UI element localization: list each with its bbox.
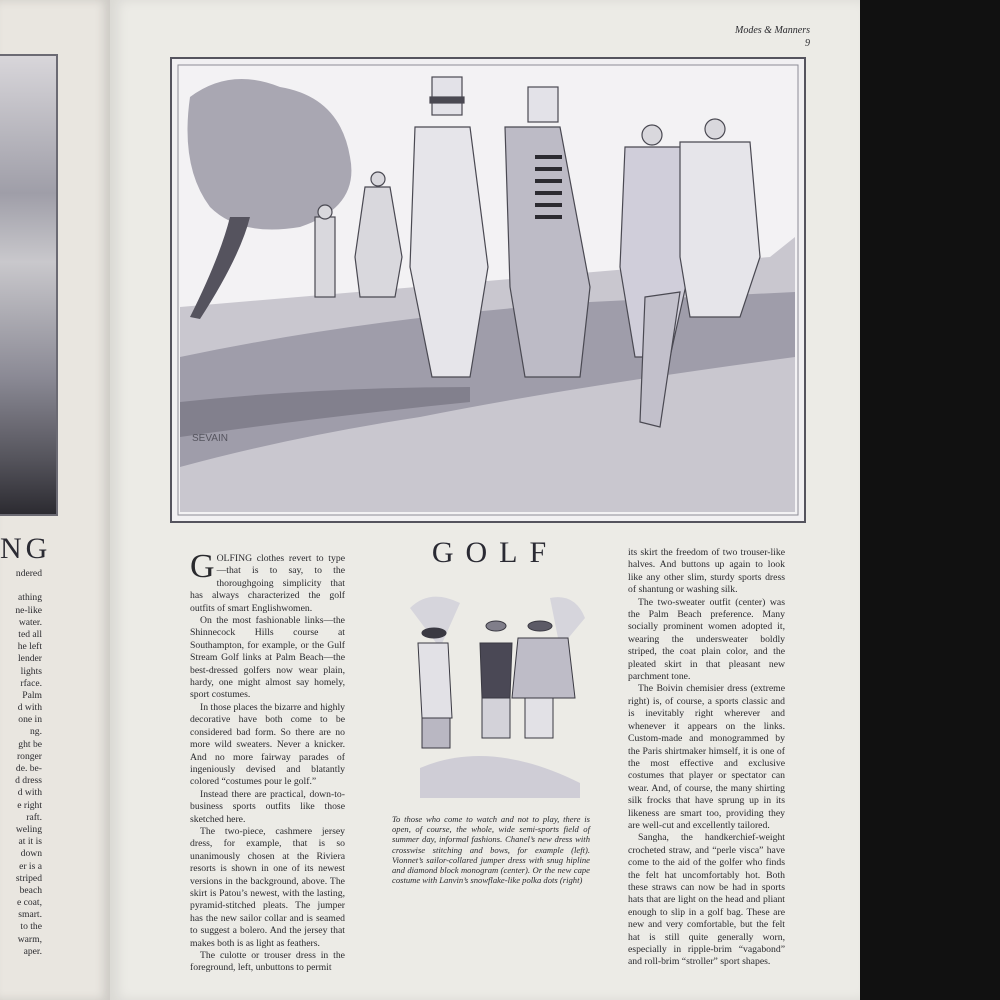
golf-illustration (170, 57, 806, 523)
text-fragment: striped (15, 872, 42, 884)
text-fragment: beach (19, 884, 42, 896)
text-fragment: ronger (16, 750, 42, 762)
text-fragment: lender (18, 653, 42, 665)
text-fragment: de. be- (15, 763, 42, 774)
paragraph: Sangha, the handkerchief-weight crocheted straw, and “perle visca” have come to the aid of the golfer who finds the felt hat uncomfortably hot. Both these straws can now be had in sports hats that are light on the head and pliant enough to slip in a golf bag. These are new and very comfortable, but the felt hat is still quite generally worn, especially in ripple-brim “vagabond” and roll-brim “stroller” sport shapes. (628, 832, 785, 968)
text-fragment: ted all (18, 628, 42, 640)
text-fragment: aper. (23, 945, 42, 957)
text-fragment: er is a (19, 860, 42, 872)
section-title: Modes & Manners (735, 25, 810, 36)
text-fragment: d dress (15, 775, 42, 787)
text-fragment: ndered (15, 568, 42, 579)
text-fragment: ng. (30, 726, 42, 738)
article-column-right (628, 547, 785, 969)
spectator-fashion-illustration (400, 588, 590, 803)
text-fragment: d with (17, 702, 42, 714)
article-title: GOLF (431, 536, 559, 569)
text-fragment: lights (20, 665, 42, 677)
paragraph: The two-piece, cashmere jersey dress, for example, that is so unanimously chosen at the Riviera resorts is shown in one of its newest versions in the background, above. The skirt is Patou’s newest, with the lasting, pyramid-stitched pleats. The jumper has the new sailor collar and is seamed to suggest a bolero. And the jersey that makes both is as light as feathers. (190, 825, 345, 949)
text-fragment: e right (17, 799, 42, 811)
text-fragment: raft. (26, 811, 42, 823)
text-fragment: ght be (18, 738, 42, 750)
text-fragment: to the (20, 921, 42, 933)
text-fragment: Palm (22, 689, 42, 701)
paragraph: Instead there are practical, down-to-business sports outfits like those sketched here. (190, 788, 345, 825)
paragraph: clothes revert to type—that is to say, to the thoroughgoing simplicity that has always characterized the golf outfits of smart Englishwomen. (190, 553, 345, 614)
text-fragment: weling (15, 823, 42, 835)
text-fragment: d with (17, 787, 42, 799)
text-fragment: rface. (20, 677, 42, 689)
paragraph: The culotte or trouser dress in the foreground, left, unbuttons to permit (190, 950, 345, 974)
illustration-caption: To those who come to watch and not to play, there is open, of course, the whole, wide semi-sports field of summer day, informal fashions. Chanel’s new dress with crosswise stitching and bows, for example (left). Vionnet’s sailor-collared jumper dress with snug hipline and diamond block monogram (center). Or the new cape costume with Lanvin’s snowflake-like polka dots (right) (392, 814, 590, 886)
text-fragment (0, 580, 42, 592)
running-header (730, 25, 810, 50)
paragraph: The two-sweater outfit (center) was the Palm Beach preference. Many socially prominent women adopted it, wearing the undersweater boldly striped, the coat plain color, and the pleated skirt in that pleasant new parchment tone. (628, 596, 785, 683)
text-fragment: warm, (17, 933, 42, 945)
text-fragment: down (20, 848, 42, 860)
paragraph: In those places the bizarre and highly decorative have both come to be considered bad form. So there are no more wild sweaters. Never a knicker. And no more fairway parades of ingeniously devised and blatantly colored “costumes pour le golf.” (190, 701, 345, 788)
text-fragment: athing (18, 592, 42, 604)
drop-cap: G (190, 548, 215, 585)
text-fragment: ne-like (15, 604, 42, 616)
article-column-left (190, 548, 345, 975)
text-fragment: he left (17, 641, 42, 653)
text-fragment: smart. (18, 909, 42, 921)
paragraph: its skirt the freedom of two trouser-like halves. And buttons up again to look like any other slim, sturdy sports dress of shantung or washing silk. (628, 547, 785, 596)
paragraph: On the most fashionable links—the Shinnecock Hills course at Southampton, for example, or the Gulf Stream Golf links at Palm Beach—the best-dressed golfers now wear plain, hardy, one might almost say homely, sport costumes. (190, 615, 345, 701)
text-fragment: e coat, (16, 897, 42, 909)
page-number: 9 (805, 38, 810, 49)
text-fragment: at it is (18, 836, 42, 848)
text-fragment: water. (18, 616, 42, 628)
paragraph: The Boivin chemisier dress (extreme right) is, of course, a sports classic and is inevitably right wherever and whenever it appears on the links. Custom-made and monogrammed by the Paris shirtmaker himself, it is one of the most effective and exclusive costumes that player or spectator can wear. And, of course, the many shirting silk frocks that have sprung up in its likeness are smart too, providing they are well-cut and excellently tailored. (628, 683, 785, 831)
previous-page-illustration (0, 54, 58, 516)
text-fragment: one in (18, 714, 42, 726)
previous-page (0, 0, 110, 1000)
lead-caps: OLFING (216, 553, 253, 564)
previous-page-heading: NG (0, 532, 52, 565)
artist-signature: SEVAIN (192, 433, 228, 444)
previous-page-text (0, 568, 42, 958)
